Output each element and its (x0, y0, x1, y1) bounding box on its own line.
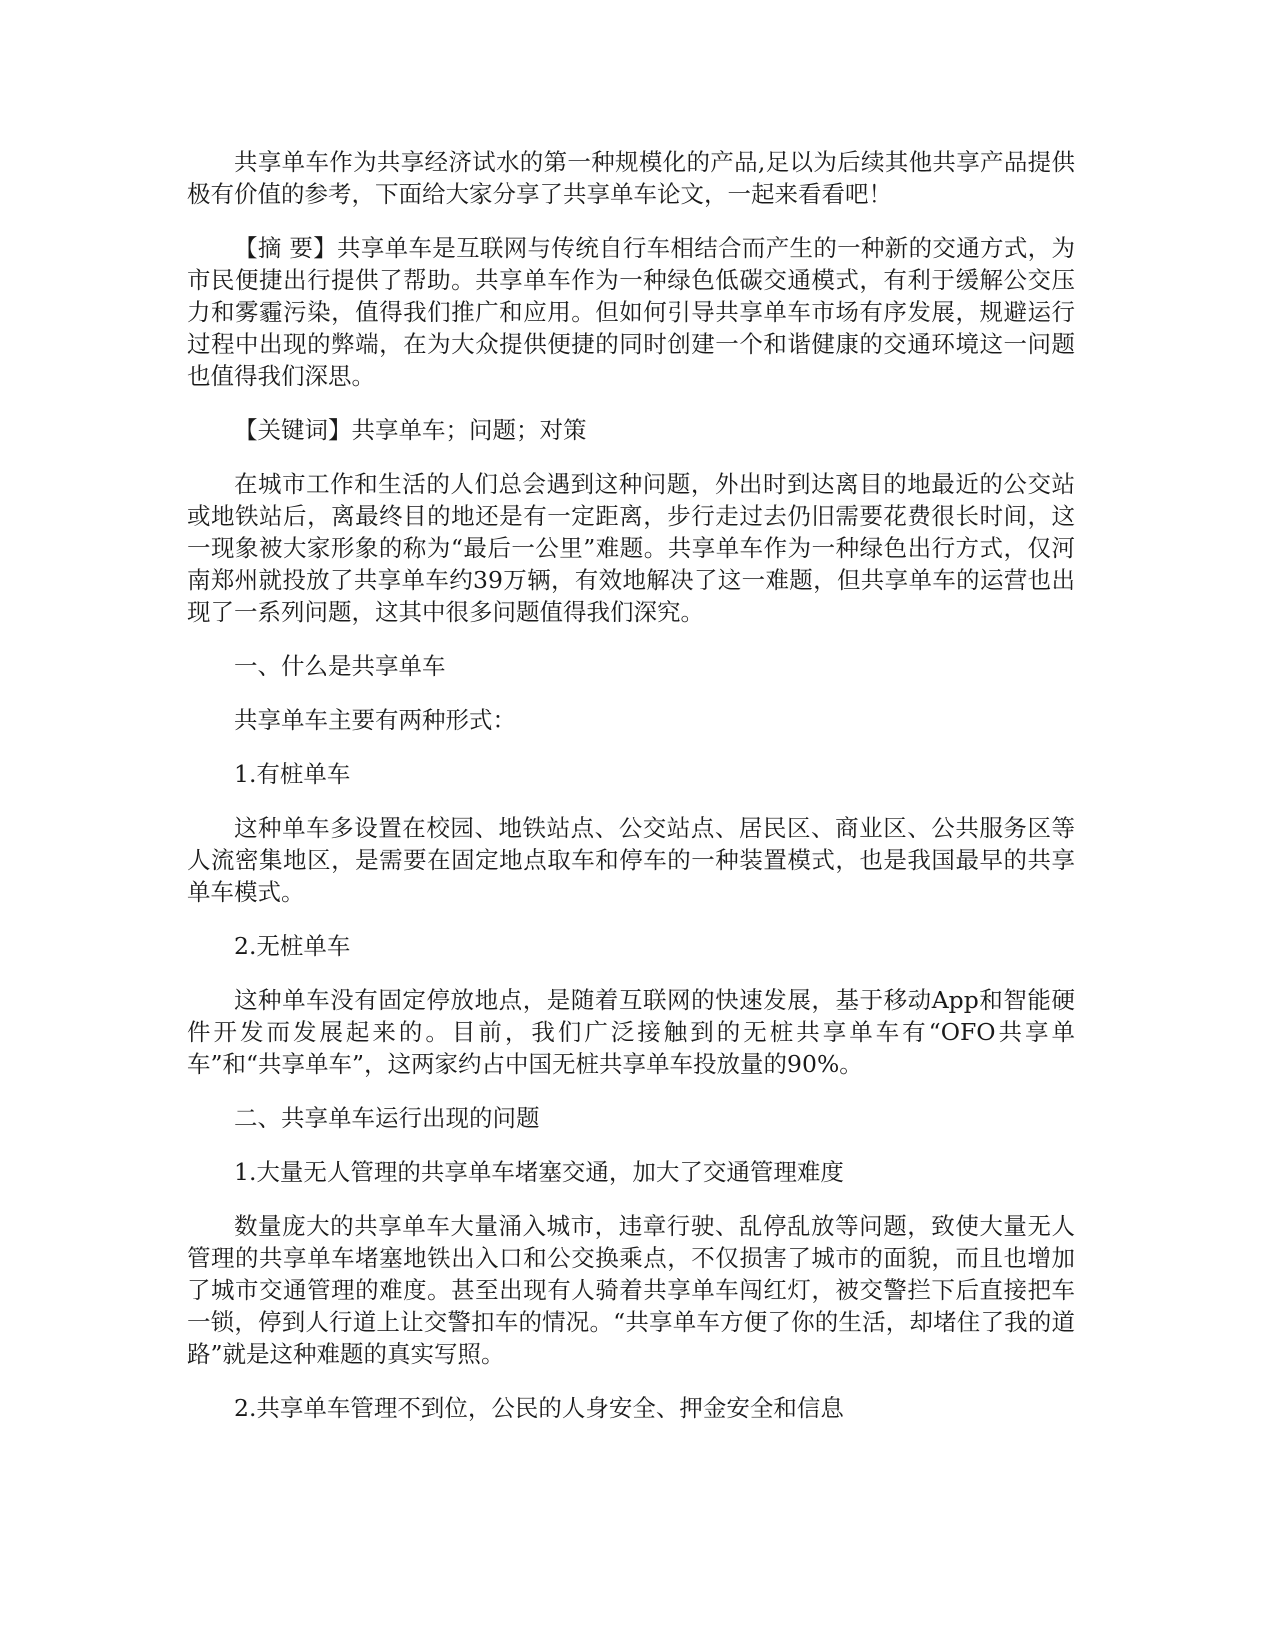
body-paragraph: 这种单车多设置在校园、地铁站点、公交站点、居民区、商业区、公共服务区等人流密集地区，是需要在固定地点取车和停车的一种装置模式，也是我国最早的共享单车模式。 (187, 814, 1075, 906)
section-heading: 二、共享单车运行出现的问题 (234, 1104, 540, 1132)
abstract-paragraph: 【摘 要】共享单车是互联网与传统自行车相结合而产生的一种新的交通方式，为市民便捷出行提供了帮助。共享单车作为一种绿色低碳交通模式，有利于缓解公交压力和雾霾污染，值得我们推广和应用。但如何引导共享单车市场有序发展，规避运行过程中出现的弊端，在为大众提供便捷的同时创建一个和谐健康的交通环境这一问题也值得我们深思。 (187, 234, 1075, 390)
section-heading: 一、什么是共享单车 (234, 652, 446, 680)
keywords-paragraph: 【关键词】共享单车；问题；对策 (234, 416, 587, 444)
body-paragraph: 共享单车主要有两种形式： (234, 706, 516, 734)
subsection-heading: 2.无桩单车 (234, 932, 351, 960)
subsection-heading: 1.大量无人管理的共享单车堵塞交通，加大了交通管理难度 (234, 1158, 844, 1186)
subsection-heading: 2.共享单车管理不到位，公民的人身安全、押金安全和信息 (234, 1394, 844, 1422)
intro-paragraph: 共享单车作为共享经济试水的第一种规模化的产品,足以为后续其他共享产品提供极有价值的参考，下面给大家分享了共享单车论文，一起来看看吧！ (187, 148, 1075, 208)
subsection-heading: 1.有桩单车 (234, 760, 351, 788)
body-paragraph: 在城市工作和生活的人们总会遇到这种问题，外出时到达离目的地最近的公交站或地铁站后，离最终目的地还是有一定距离，步行走过去仍旧需要花费很长时间，这一现象被大家形象的称为“最后一公里”难题。共享单车作为一种绿色出行方式，仅河南郑州就投放了共享单车约39万辆，有效地解决了这一难题，但共享单车的运营也出现了一系列问题，这其中很多问题值得我们深究。 (187, 470, 1075, 626)
body-paragraph: 数量庞大的共享单车大量涌入城市，违章行驶、乱停乱放等问题，致使大量无人管理的共享单车堵塞地铁出入口和公交换乘点，不仅损害了城市的面貌，而且也增加了城市交通管理的难度。甚至出现有人骑着共享单车闯红灯，被交警拦下后直接把车一锁，停到人行道上让交警扣车的情况。“共享单车方便了你的生活，却堵住了我的道路”就是这种难题的真实写照。 (187, 1212, 1075, 1368)
body-paragraph: 这种单车没有固定停放地点，是随着互联网的快速发展，基于移动App和智能硬件开发而发展起来的。目前，我们广泛接触到的无桩共享单车有“OFO共享单车”和“共享单车”，这两家约占中国无桩共享单车投放量的90%。 (187, 986, 1075, 1078)
document-body (187, 146, 1075, 1446)
